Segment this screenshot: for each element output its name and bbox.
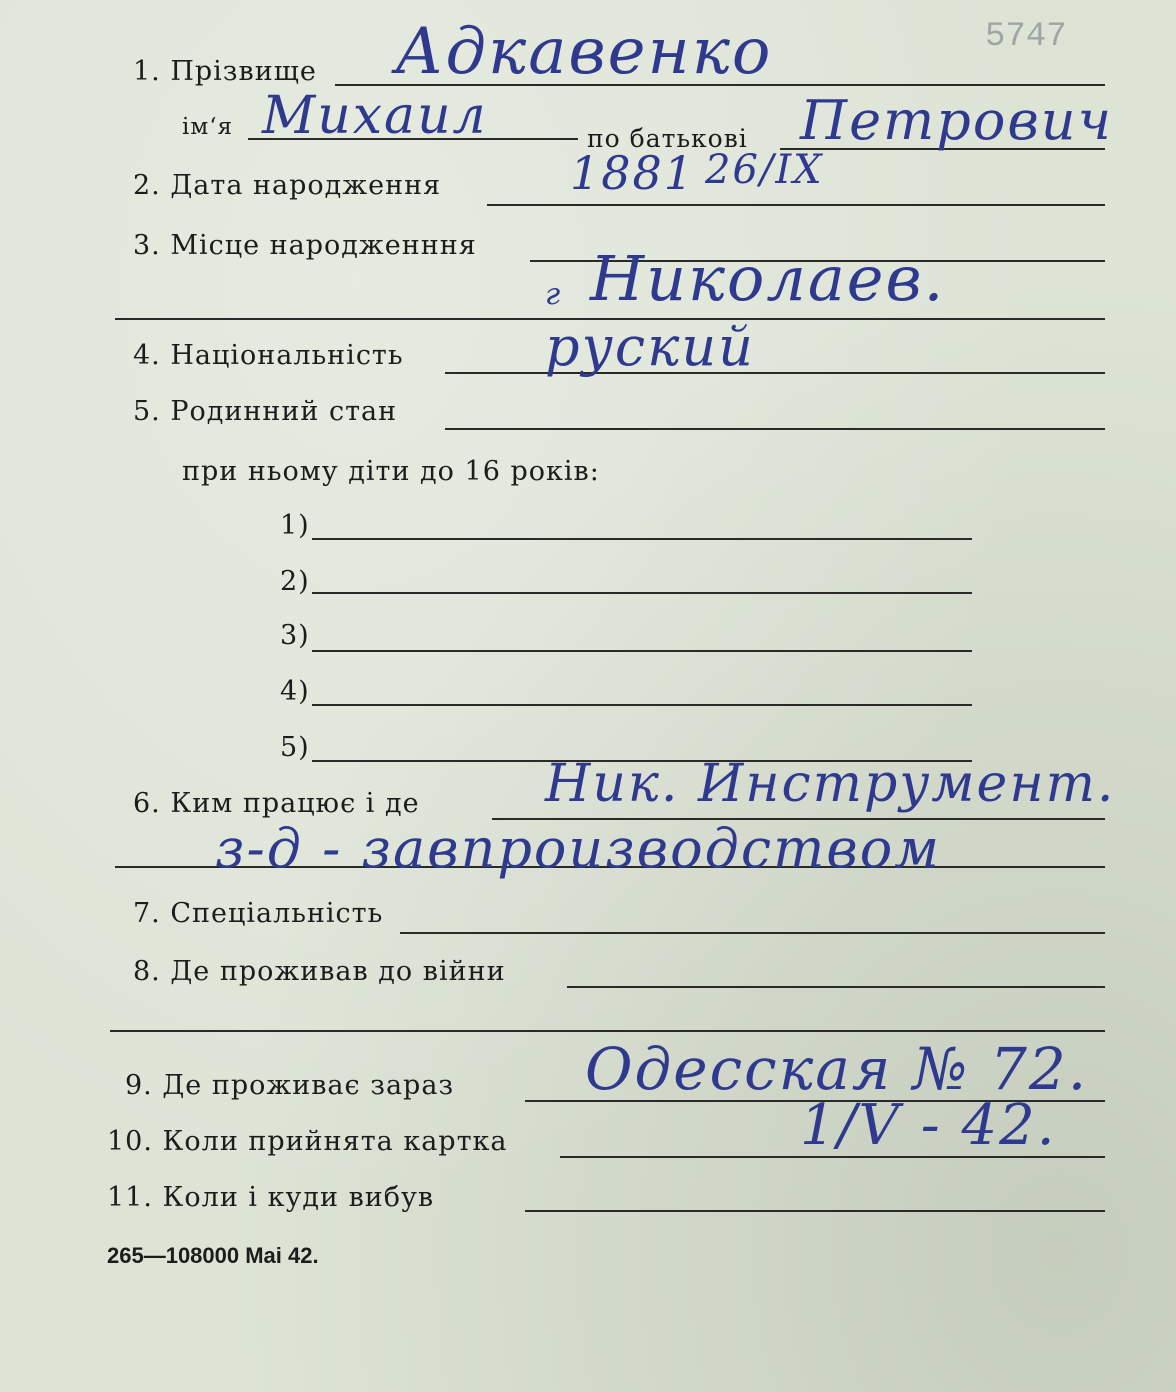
hand-name: Михаил — [262, 86, 488, 146]
line-nationality — [445, 372, 1105, 374]
hand-work-line2: з-д - завпроизводством — [215, 817, 941, 880]
child-number-1: 1) — [280, 510, 310, 541]
line-speciality — [400, 932, 1105, 934]
stamp-number: 5747 — [985, 18, 1067, 56]
hand-current-residence: Одесская № 72. — [585, 1035, 1089, 1103]
child-number-5: 5) — [280, 732, 310, 763]
hand-nationality: руский — [545, 315, 755, 378]
hand-patronymic: Петрович — [800, 89, 1114, 152]
label-patronymic: по батькові — [587, 124, 748, 153]
line-child-2 — [312, 592, 972, 594]
label-surname: 1. Прізвище — [133, 56, 317, 87]
label-nationality: 4. Національність — [133, 340, 404, 371]
line-child-4 — [312, 704, 972, 706]
hand-card-date: 1/V - 42. — [800, 1093, 1057, 1158]
label-speciality: 7. Спеціальність — [133, 898, 384, 929]
label-birth-place: 3. Місце народженння — [133, 230, 477, 261]
hand-surname: Адкавенко — [395, 15, 773, 89]
child-number-4: 4) — [280, 676, 310, 707]
hand-birth-year: 1881 — [570, 146, 696, 200]
hand-work-line1: Ник. Инструмент. — [545, 754, 1116, 814]
label-birth-date: 2. Дата народження — [133, 170, 442, 201]
label-family-status: 5. Родинний стан — [133, 396, 398, 427]
label-work: 6. Ким працює і де — [133, 788, 420, 819]
child-number-2: 2) — [280, 566, 310, 597]
child-number-3: 3) — [280, 620, 310, 651]
hand-birth-place-prefix: г — [545, 277, 563, 312]
label-children: при ньому діти до 16 років: — [182, 456, 600, 487]
hand-birth-place: Николаев. — [590, 242, 946, 315]
label-prewar-residence: 8. Де проживав до війни — [133, 956, 506, 987]
line-child-1 — [312, 538, 972, 540]
print-code: 265—108000 Mai 42. — [107, 1243, 319, 1268]
label-departed: 11. Коли і куди вибув — [107, 1182, 435, 1213]
label-card-accepted: 10. Коли прийнята картка — [107, 1126, 508, 1157]
line-prewar-residence-1 — [567, 986, 1105, 988]
line-family-status — [445, 428, 1105, 430]
label-name: ім‘я — [182, 114, 234, 140]
label-current-residence: 9. Де проживає зараз — [125, 1070, 455, 1101]
hand-birth-day-month: 26/IX — [705, 147, 824, 193]
line-prewar-residence-2 — [110, 1030, 1105, 1032]
line-child-3 — [312, 650, 972, 652]
line-departed — [525, 1210, 1105, 1212]
line-birth-date — [487, 204, 1105, 206]
